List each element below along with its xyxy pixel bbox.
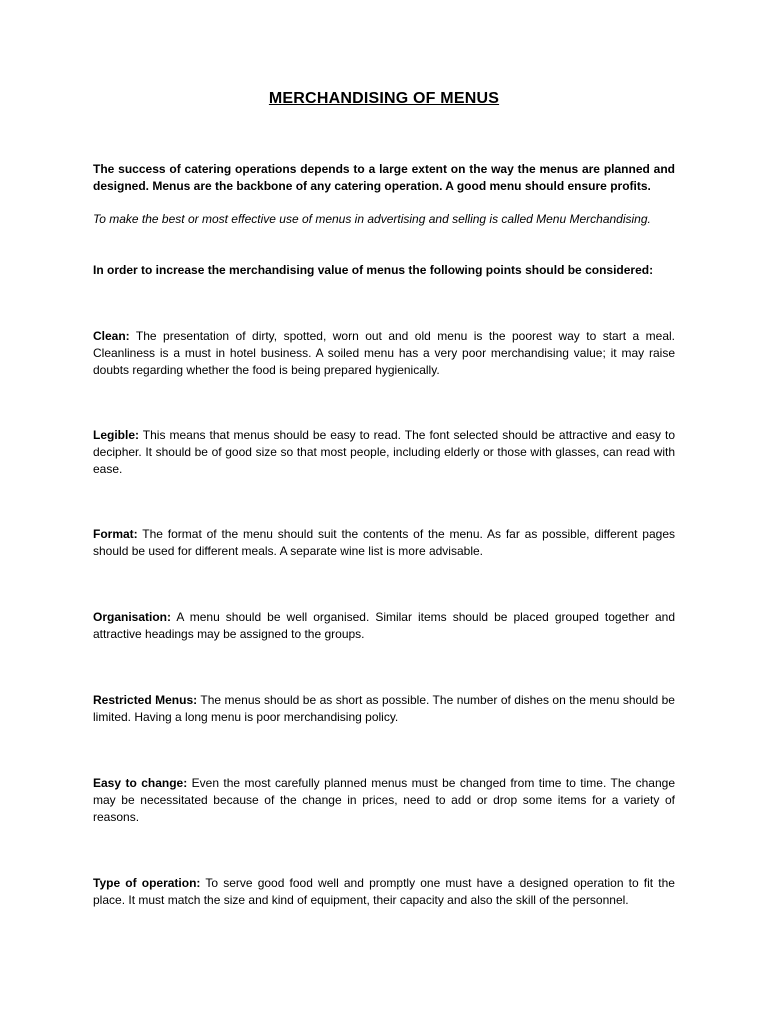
- point-term: Restricted Menus:: [93, 693, 198, 707]
- point-text: A menu should be well organised. Similar items should be placed grouped together and attractive headings may be assigned to the groups.: [93, 610, 675, 641]
- point-clean: [93, 328, 675, 379]
- point-text: The menus should be as short as possible. The number of dishes on the menu should be limited. Having a long menu is poor merchandising policy.: [93, 693, 675, 724]
- point-text: This means that menus should be easy to read. The font selected should be attractive and easy to decipher. It should be of good size so that most people, including elderly or those with glasses, can read with ease.: [93, 428, 675, 476]
- intro-paragraph-3: In order to increase the merchandising value of menus the following points should be considered:: [93, 263, 654, 277]
- point-text: The format of the menu should suit the contents of the menu. As far as possible, different pages should be used for different meals. A separate wine list is more advisable.: [93, 527, 675, 558]
- point-term: Easy to change:: [93, 776, 188, 790]
- page-title: MERCHANDISING OF MENUS: [268, 90, 500, 107]
- point-format: [93, 526, 675, 560]
- intro-paragraph-2: To make the best or most effective use of menus in advertising and selling is called Menu Merchandising.: [93, 212, 651, 226]
- point-legible: [93, 427, 675, 478]
- point-term: Clean:: [93, 329, 130, 343]
- point-text: The presentation of dirty, spotted, worn out and old menu is the poorest way to start a meal. Cleanliness is a must in hotel business. A soiled menu has a very poor merchandising value; it may raise doubts regarding whether the food is being prepared hygienically.: [93, 329, 675, 377]
- point-text: Even the most carefully planned menus must be changed from time to time. The change may be necessitated because of the change in prices, need to add or drop some items for a variety of reasons.: [93, 776, 675, 824]
- point-term: Type of operation:: [93, 876, 201, 890]
- point-type-of-operation: [93, 875, 675, 909]
- point-restricted-menus: [93, 692, 675, 726]
- intro-paragraph-1: The success of catering operations depends to a large extent on the way the menus are planned and designed. Menus are the backbone of any catering operation. A good menu should ensure profits.: [93, 162, 675, 193]
- point-text: To serve good food well and promptly one must have a designed operation to fit the place. It must match the size and kind of equipment, their capacity and also the skill of the personnel.: [93, 876, 675, 907]
- point-term: Legible:: [93, 428, 140, 442]
- point-term: Format:: [93, 527, 138, 541]
- point-organisation: [93, 609, 675, 643]
- point-easy-to-change: [93, 775, 675, 826]
- point-term: Organisation:: [93, 610, 172, 624]
